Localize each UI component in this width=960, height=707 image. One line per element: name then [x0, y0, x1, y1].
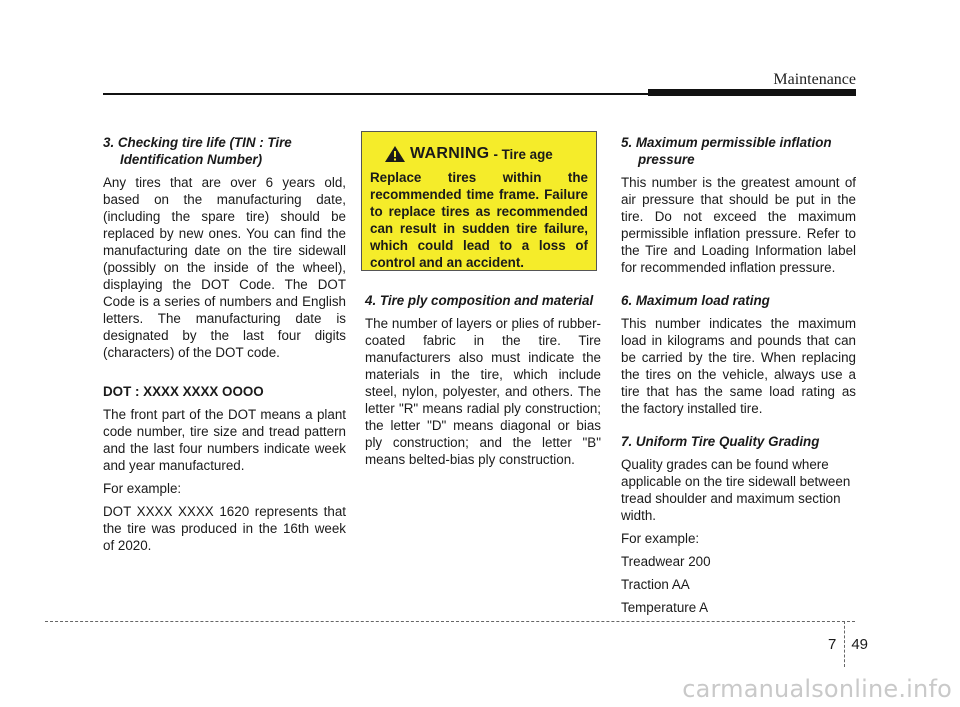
- example-label: For example:: [103, 481, 182, 496]
- utqg-example-traction: Traction AA: [621, 577, 690, 592]
- header-rule: [103, 93, 649, 95]
- dot-example-text: DOT XXXX XXXX 1620 represents that the tire was produced in the 16th week of 2020.: [103, 504, 346, 553]
- column-left: [103, 134, 346, 560]
- warning-header: [384, 145, 588, 163]
- max-inflation-paragraph: This number is the greatest amount of air pressure that should be put in the tire. Do not exceed the maximum permissible inflation pressure. Refer to the Tire and Loading Information label for recommended inflation pressure.: [621, 175, 856, 275]
- chapter-number: 7: [827, 635, 837, 653]
- watermark: carmanualsonline.info: [682, 675, 952, 703]
- ply-composition-paragraph: The number of layers or plies of rubber-coated fabric in the tire. Tire manufacturers also must indicate the materials in the tire, which include steel, nylon, polyester, and others. The letter "R" means radial ply construction; the letter "D" means diagonal or bias ply construction; and the letter "B" means belted-bias ply construction.: [365, 316, 601, 467]
- utqg-example-label: For example:: [621, 531, 700, 546]
- column-middle: [365, 292, 601, 474]
- utqg-paragraph: Quality grades can be found where applicable on the tire sidewall between tread shoulder and maximum section width.: [621, 457, 851, 523]
- utqg-example-temperature: Temperature A: [621, 600, 709, 615]
- section-heading-max-load: 6. Maximum load rating: [621, 293, 770, 308]
- warning-box: [361, 131, 597, 271]
- column-right: [621, 134, 856, 622]
- section-heading-utqg: 7. Uniform Tire Quality Grading: [621, 434, 820, 449]
- dot-code-line: DOT : XXXX XXXX OOOO: [103, 384, 264, 399]
- warning-word: WARNING: [410, 145, 490, 162]
- section-heading-ply-composition: 4. Tire ply composition and material: [365, 293, 594, 308]
- utqg-example-treadwear: Treadwear 200: [621, 554, 711, 569]
- warning-body: Replace tires within the recommended time frame. Failure to replace tires as recommended can result in sudden tire failure, which could lead to a loss of control and an accident.: [370, 170, 588, 270]
- warning-subtitle: - Tire age: [493, 146, 553, 162]
- page-number-value: 49: [851, 635, 868, 653]
- header-bar: [648, 89, 856, 96]
- dot-explanation-paragraph: The front part of the DOT means a plant code number, tire size and tread pattern and the last four numbers indicate week and year manufactured.: [103, 407, 346, 473]
- page-number: [828, 621, 868, 667]
- section-heading-tire-life: 3. Checking tire life (TIN : Tire Identification Number): [103, 135, 292, 167]
- tire-life-paragraph: Any tires that are over 6 years old, based on the manufacturing date, (including the spare tire) should be replaced by new ones. You can find the manufacturing date on the tire sidewall (possibly on the inside of the wheel), displaying the DOT Code. The DOT Code is a series of numbers and English letters. The manufacturing date is designated by the last four digits (characters) of the DOT code.: [103, 175, 346, 360]
- page-header-title: Maintenance: [773, 71, 856, 88]
- page-number-separator: [844, 621, 845, 667]
- warning-triangle-icon: [384, 145, 406, 163]
- max-load-paragraph: This number indicates the maximum load in kilograms and pounds that can be carried by the tire. When replacing the tires on the vehicle, always use a tire that has the same load rating as the factory installed tire.: [621, 316, 856, 416]
- section-heading-max-inflation: 5. Maximum permissible inflation pressure: [621, 135, 832, 167]
- footer-rule: [45, 621, 855, 622]
